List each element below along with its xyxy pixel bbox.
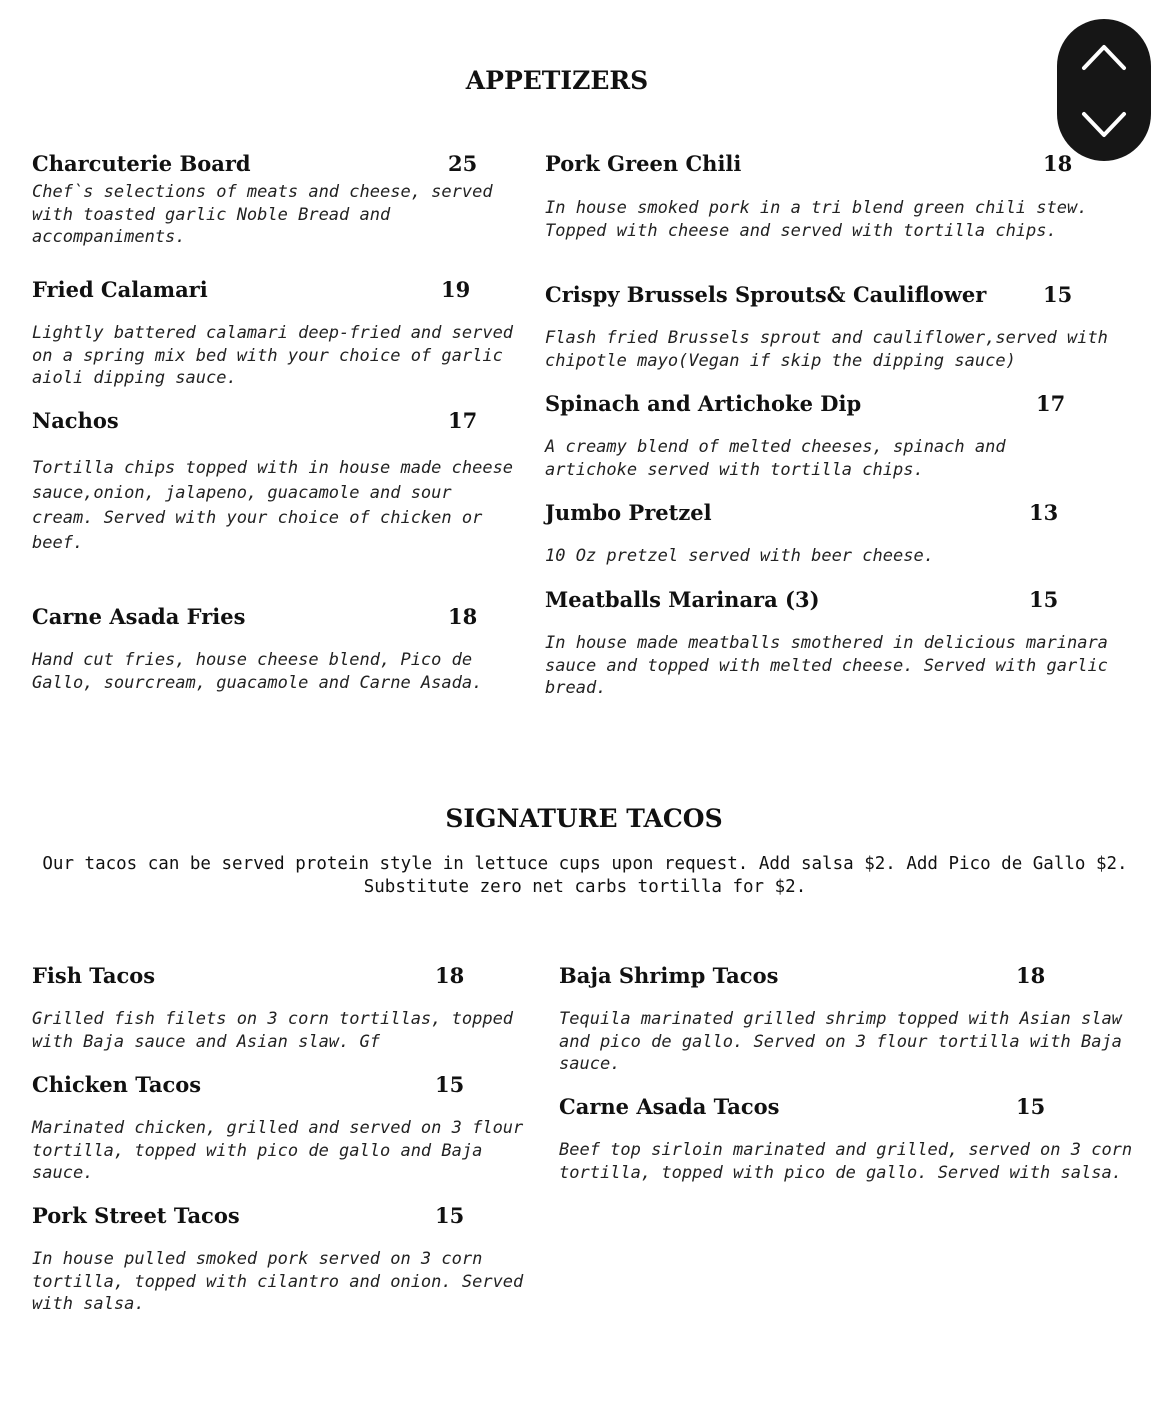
item-description: Beef top sirloin marinated and grilled, served on 3 corn tortilla, topped with pico de gallo. Served with salsa. [559, 1140, 1133, 1183]
item-price: 18 [1043, 151, 1073, 176]
item-description: Chef`s selections of meats and cheese, served with toasted garlic Noble Bread and accompaniments. [32, 182, 493, 247]
item-description: Grilled fish filets on 3 corn tortillas, topped with Baja sauce and Asian slaw. Gf [32, 1009, 514, 1052]
item-description: Tequila marinated grilled shrimp topped with Asian slaw and pico de gallo. Served on 3 flour tortilla with Baja sauce. [559, 1009, 1122, 1074]
item-name: Jumbo Pretzel [545, 500, 712, 525]
item-description: Hand cut fries, house cheese blend, Pico de Gallo, sourcream, guacamole and Carne Asada. [32, 650, 483, 693]
item-name: Carne Asada Tacos [559, 1094, 780, 1119]
item-price: 17 [448, 408, 478, 433]
item-name: Pork Green Chili [545, 151, 742, 176]
appetizers-title: APPETIZERS [465, 66, 649, 95]
item-price: 18 [1016, 963, 1046, 988]
item-price: 17 [1036, 391, 1066, 416]
item-description: Lightly battered calamari deep-fried and served on a spring mix bed with your choice of garlic aioli dipping sauce. [32, 323, 514, 388]
item-price: 25 [448, 151, 478, 176]
item-description: Flash fried Brussels sprout and cauliflower,served with chipotle mayo(Vegan if skip the dipping sauce) [545, 328, 1108, 371]
item-name: Charcuterie Board [32, 151, 251, 176]
item-description: In house made meatballs smothered in delicious marinara sauce and topped with melted cheese. Served with garlic bread. [545, 633, 1108, 698]
item-price: 15 [1029, 587, 1059, 612]
item-name: Spinach and Artichoke Dip [545, 391, 862, 416]
item-description: A creamy blend of melted cheeses, spinach and artichoke served with tortilla chips. [545, 437, 1006, 480]
item-description: Tortilla chips topped with in house made cheese sauce,onion, jalapeno, guacamole and sour cream. Served with your choice of chicken or beef. [32, 458, 514, 553]
item-price: 18 [435, 963, 465, 988]
item-description: In house smoked pork in a tri blend green chili stew. Topped with cheese and served with tortilla chips. [545, 198, 1088, 241]
item-description: 10 Oz pretzel served with beer cheese. [545, 546, 934, 566]
item-name: Fish Tacos [32, 963, 156, 988]
scroll-down-button[interactable] [1057, 91, 1151, 161]
item-price: 18 [448, 604, 478, 629]
signature-tacos-title: SIGNATURE TACOS [445, 804, 723, 833]
item-price: 15 [1043, 282, 1073, 307]
item-name: Crispy Brussels Sprouts& Cauliflower [545, 282, 987, 307]
item-price: 15 [1016, 1094, 1046, 1119]
item-name: Nachos [32, 408, 119, 433]
item-description: In house pulled smoked pork served on 3 corn tortilla, topped with cilantro and onion. Served with salsa. [32, 1249, 524, 1314]
item-name: Fried Calamari [32, 277, 208, 302]
item-price: 13 [1029, 500, 1059, 525]
item-name: Carne Asada Fries [32, 604, 246, 629]
tacos-intro: Our tacos can be served protein style in lettuce cups upon request. Add salsa $2. Add Pico de Gallo $2. Substitute zero net carbs tortilla for $2. [42, 854, 1128, 897]
item-name: Chicken Tacos [32, 1072, 202, 1097]
item-price: 19 [441, 277, 471, 302]
item-description: Marinated chicken, grilled and served on 3 flour tortilla, topped with pico de gallo and Baja sauce. [32, 1118, 524, 1183]
scroll-up-button[interactable] [1057, 21, 1151, 91]
item-name: Baja Shrimp Tacos [559, 963, 779, 988]
item-name: Pork Street Tacos [32, 1203, 240, 1228]
item-price: 15 [435, 1203, 465, 1228]
chevron-down-icon [1079, 109, 1129, 143]
item-price: 15 [435, 1072, 465, 1097]
item-name: Meatballs Marinara (3) [545, 587, 820, 612]
scroll-control [1057, 19, 1151, 161]
chevron-up-icon [1079, 39, 1129, 73]
